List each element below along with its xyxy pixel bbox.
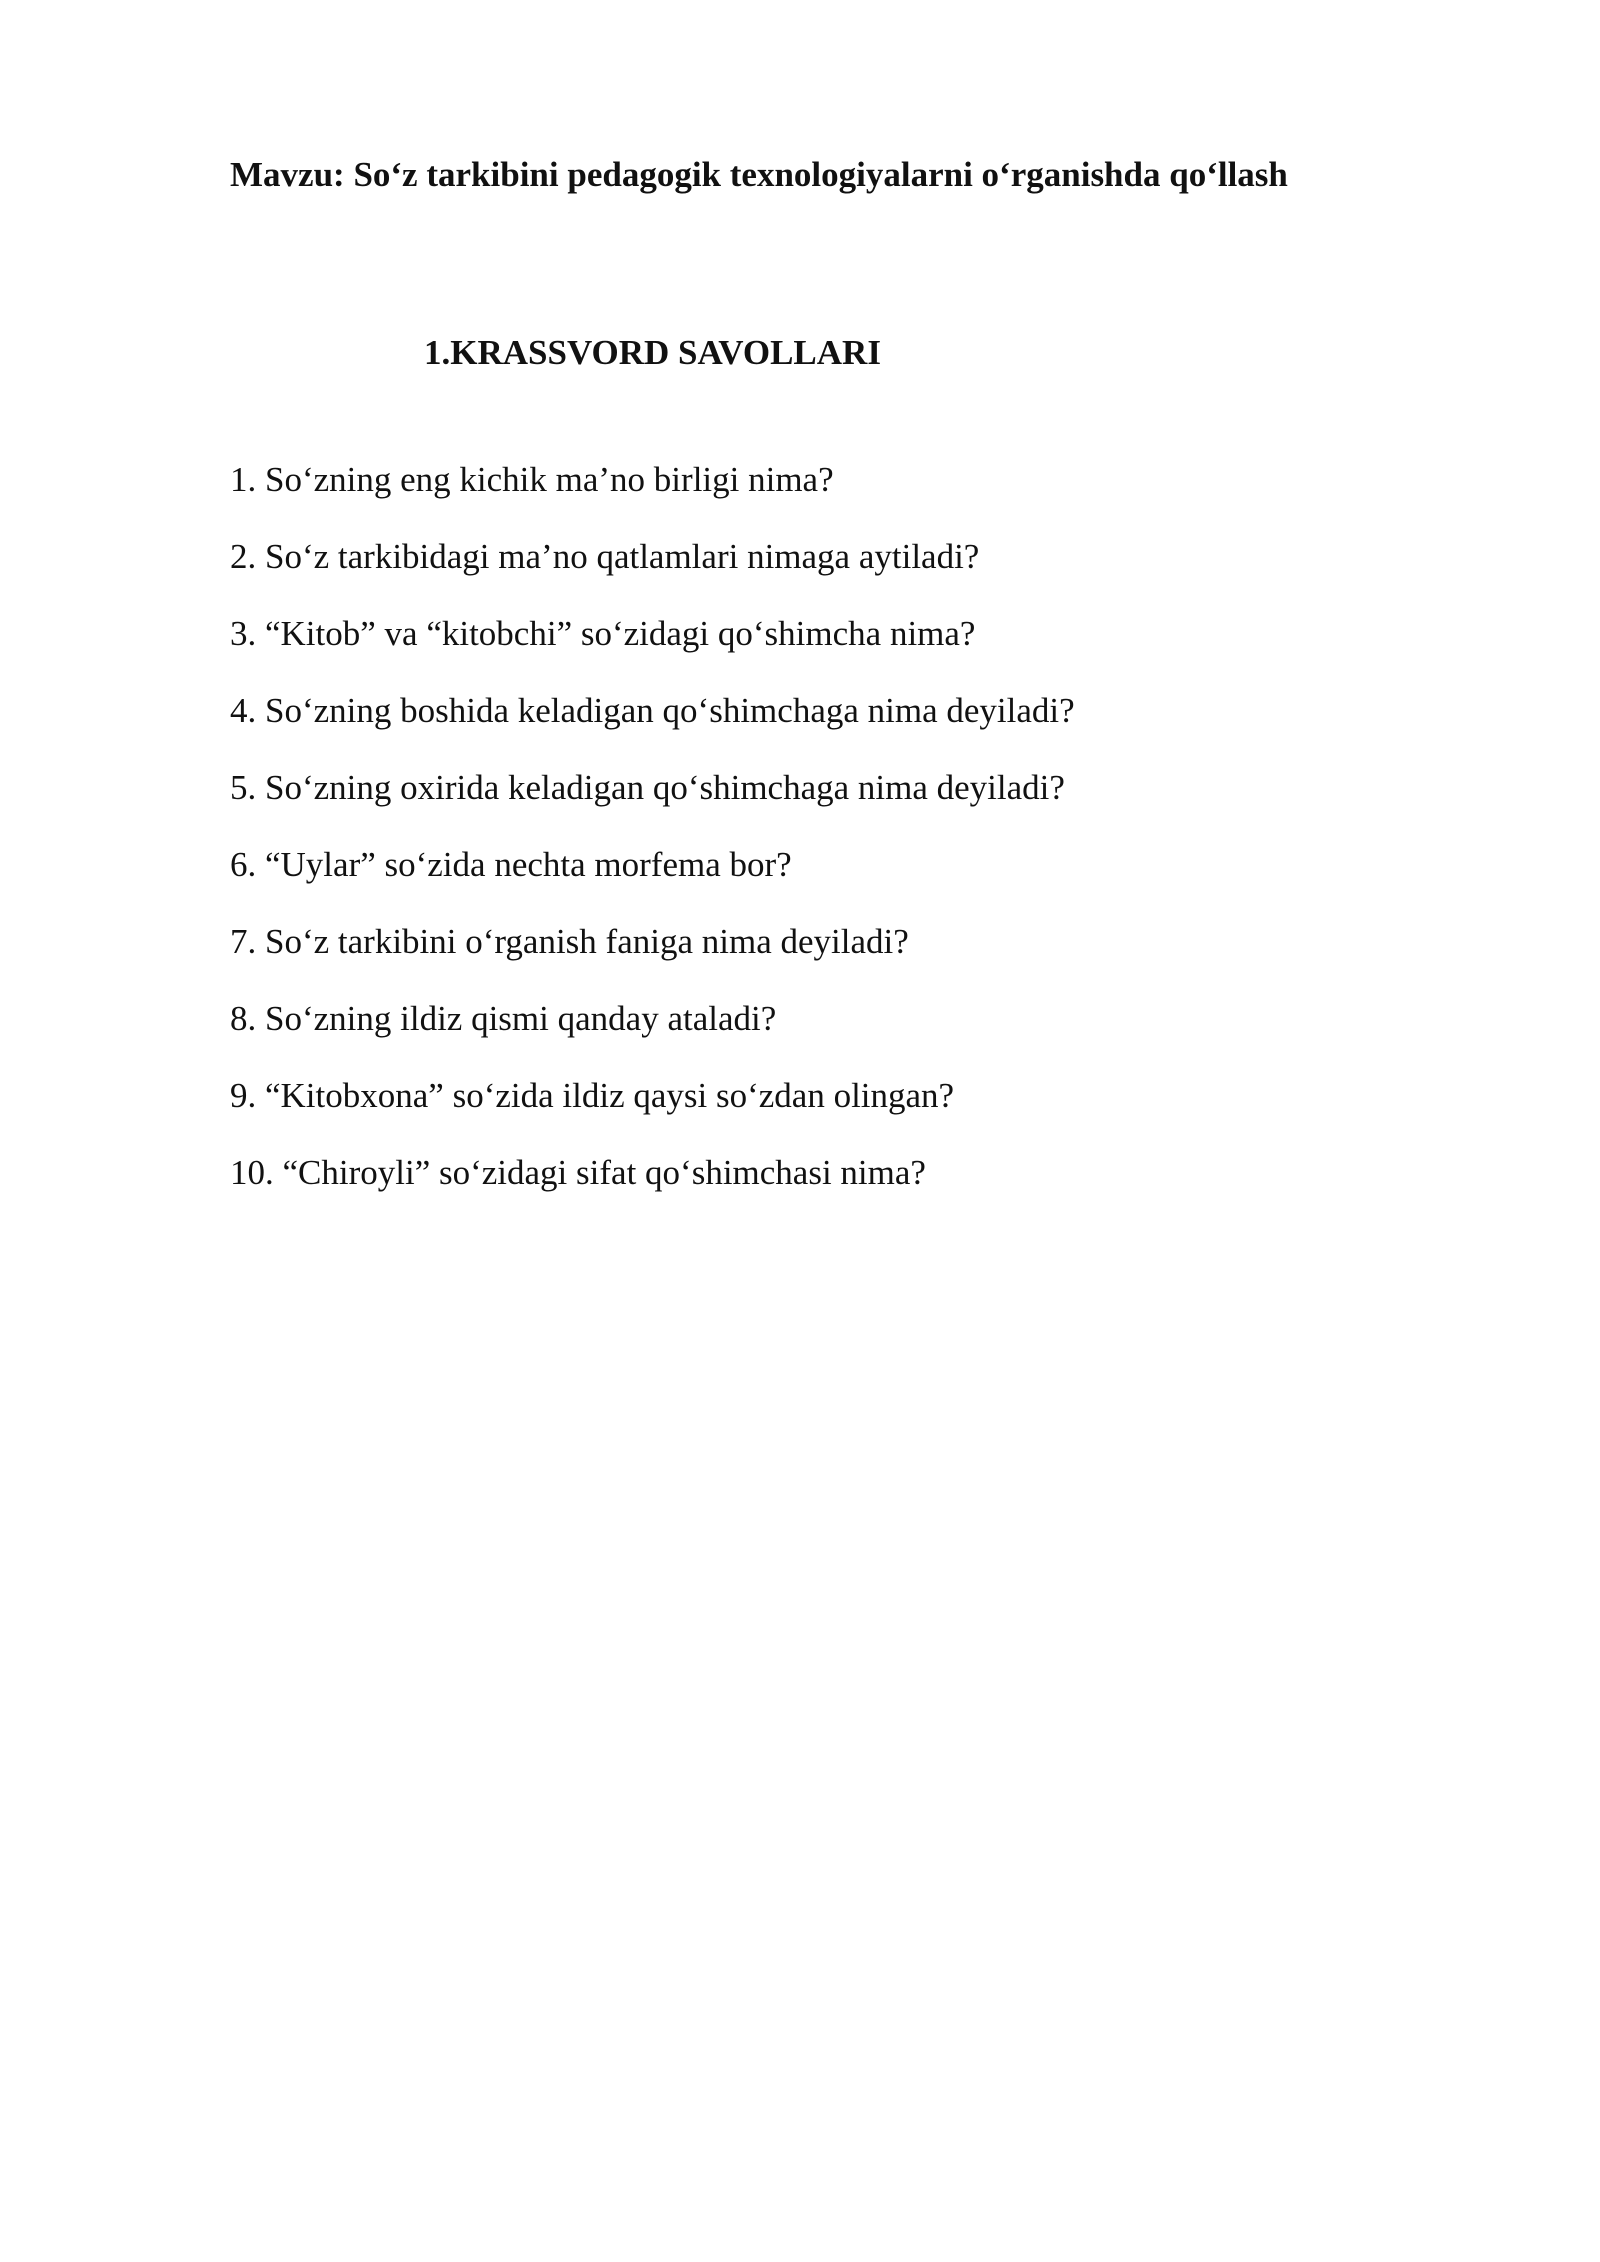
question-item: 8. So‘zning ildiz qismi qanday ataladi? [230,999,777,1038]
section-heading: 1.KRASSVORD SAVOLLARI [424,333,881,372]
question-item: 1. So‘zning eng kichik ma’no birligi nima? [230,460,834,499]
question-item: 10. “Chiroyli” so‘zidagi sifat qo‘shimchasi nima? [230,1153,926,1192]
document-title: Mavzu: So‘z tarkibini pedagogik texnologiyalarni o‘rganishda qo‘llash [230,155,1288,194]
question-item: 9. “Kitobxona” so‘zida ildiz qaysi so‘zdan olingan? [230,1076,955,1115]
question-item: 5. So‘zning oxirida keladigan qo‘shimchaga nima deyiladi? [230,768,1065,807]
question-item: 4. So‘zning boshida keladigan qo‘shimchaga nima deyiladi? [230,691,1075,730]
question-item: 6. “Uylar” so‘zida nechta morfema bor? [230,845,792,884]
question-item: 7. So‘z tarkibini o‘rganish faniga nima deyiladi? [230,922,909,961]
question-item: 3. “Kitob” va “kitobchi” so‘zidagi qo‘shimcha nima? [230,614,976,653]
question-item: 2. So‘z tarkibidagi ma’no qatlamlari nimaga aytiladi? [230,537,980,576]
question-list [230,455,1075,1225]
